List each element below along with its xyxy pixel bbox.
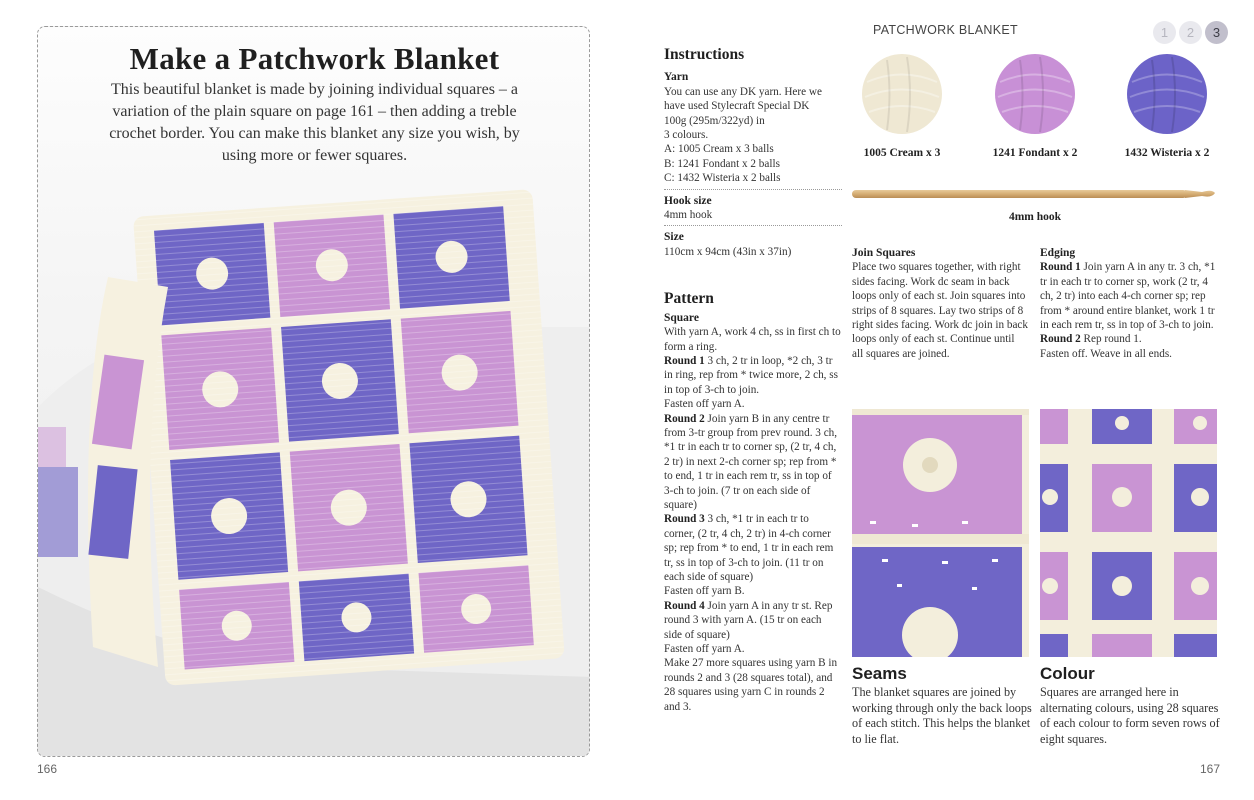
round-1: [664, 354, 842, 397]
round-1-text: 3 ch, 2 tr in loop, *2 ch, 3 tr in ring, rep from * twice more, 2 ch, ss in top of 3-ch to join.: [664, 354, 838, 396]
edging-round-2-text: Rep round 1.: [1080, 333, 1142, 346]
round-4: [664, 599, 842, 642]
colour-illustration: [1040, 409, 1217, 657]
yarn-heading: Yarn: [664, 71, 689, 84]
page-number-right: 167: [1200, 762, 1221, 776]
edging-round-2-label: Round 2: [1040, 333, 1081, 346]
hook-size-block: [664, 194, 842, 227]
colour-photo: [1040, 409, 1217, 657]
round-3-text: 3 ch, *1 tr in each tr to corner, (2 tr, 4 ch, 2 tr) in 4-ch corner sp; rep from * to end, 1 tr in each rem tr, ss in top of 3-ch to join. (11 tr on each side of square): [664, 513, 834, 583]
join-squares-column: [852, 246, 1028, 361]
step-indicator: [1153, 21, 1228, 44]
hook-size-text: 4mm hook: [664, 209, 713, 222]
edging-round-1-label: Round 1: [1040, 261, 1081, 274]
edging-heading: Edging: [1040, 247, 1076, 259]
yarn-line: have used Stylecraft Special DK: [664, 100, 810, 113]
seams-photo: [852, 409, 1029, 657]
yarn-ball-cream-icon: [857, 52, 947, 136]
seams-title: Seams: [852, 664, 907, 683]
yarn-caption-fondant: 1241 Fondant x 2: [992, 147, 1078, 159]
colour-text: Squares are arranged here in alternating colours, using 28 squares of each colour to form seven rows of eight squares.: [1040, 685, 1220, 746]
step-2: 2: [1179, 21, 1202, 44]
yarn-line: C: 1432 Wisteria x 2 balls: [664, 172, 781, 185]
hook-caption: 4mm hook: [1008, 211, 1062, 223]
yarn-line: You can use any DK yarn. Here we: [664, 85, 822, 98]
square-heading: Square: [664, 311, 699, 324]
round-4-label: Round 4: [664, 599, 705, 612]
join-squares-heading: Join Squares: [852, 247, 916, 259]
yarn-line: 3 colours.: [664, 129, 709, 142]
round-3: [664, 512, 842, 584]
round-1-fasten: Fasten off yarn A.: [664, 398, 745, 411]
yarn-ball-fondant: [990, 52, 1080, 159]
pattern-heading: Pattern: [664, 290, 714, 308]
yarn-line: B: 1241 Fondant x 2 balls: [664, 157, 780, 170]
round-3-fasten: Fasten off yarn B.: [664, 585, 745, 598]
make-more-text: Make 27 more squares using yarn B in rounds 2 and 3 (28 squares total), and 28 squares using yarn C in rounds 2 and 3.: [664, 657, 838, 713]
yarn-ball-wisteria-icon: [1122, 52, 1212, 136]
edging-round-2: [1040, 332, 1220, 346]
page-title: Make a Patchwork Blanket: [129, 41, 500, 76]
round-1-label: Round 1: [664, 354, 705, 367]
blanket-photo: [37, 26, 590, 757]
round-4-fasten: Fasten off yarn A.: [664, 643, 745, 656]
round-2-text: Join yarn B in any centre tr from 3-tr group from prev round. 3 ch, *1 tr in each tr to corner sp, (2 tr, 4 ch, 2 tr) in next 2-ch corner sp; rep from * to end, 1 tr in each rem tr, ss in top of 3-ch to join. (7 tr on each side of square): [664, 412, 838, 511]
yarn-caption-cream: 1005 Cream x 3: [863, 147, 941, 159]
round-2-label: Round 2: [664, 412, 705, 425]
round-3-label: Round 3: [664, 513, 705, 526]
step-1: 1: [1153, 21, 1176, 44]
yarn-ball-wisteria: [1122, 52, 1212, 159]
size-text: 110cm x 94cm (43in x 37in): [664, 245, 792, 258]
yarn-line: 100g (295m/322yd) in: [664, 114, 765, 127]
yarn-ball-cream: [857, 52, 947, 159]
page-number-left: 166: [37, 762, 58, 776]
size-heading: Size: [664, 231, 684, 244]
yarn-line: A: 1005 Cream x 3 balls: [664, 143, 774, 156]
instructions-heading: Instructions: [664, 46, 745, 63]
colour-title: Colour: [1040, 664, 1095, 683]
crochet-hook-icon: [850, 180, 1220, 208]
edging-round-1-text: Join yarn A in any tr. 3 ch, *1 tr in each tr to corner sp, work (2 tr, 4 ch, 2 tr) into each 4-ch corner sp; rep from * around entire blanket, work 1 tr in each rem tr, ss in top of 3-ch to join.: [1040, 261, 1216, 332]
running-head: PATCHWORK BLANKET: [873, 23, 1018, 37]
hook-size-heading: Hook size: [664, 194, 712, 207]
instructions-column: [664, 48, 842, 714]
yarn-ball-fondant-icon: [990, 52, 1080, 136]
edging-fasten: Fasten off. Weave in all ends.: [1040, 347, 1172, 360]
yarn-caption-wisteria: 1432 Wisteria x 2: [1124, 147, 1210, 159]
yarn-block: [664, 70, 842, 189]
seams-text: The blanket squares are joined by working through only the back loops of each stitch. This helps the blanket to lie flat.: [852, 685, 1032, 746]
round-2: [664, 412, 842, 513]
edging-column: [1040, 246, 1220, 361]
join-squares-text: Place two squares together, with right sides facing. Work dc seam in back loops only of each st. Join squares into strips of 8 squares. Lay two strips of 8 right sides facing. Work dc join in back loops only of each st. Continue until all squares are joined.: [852, 261, 1028, 360]
intro-text: This beautiful blanket is made by joining individual squares – a variation of the plain square on page 161 – then adding a treble crochet border. You can make this blanket any size you wish, by using more or fewer squares.: [109, 81, 520, 164]
step-3-active: 3: [1205, 21, 1228, 44]
size-block: [664, 230, 842, 262]
edging-round-1: [1040, 260, 1220, 332]
round-4-text: Join yarn A in any tr st. Rep round 3 with yarn A. (15 tr on each side of square): [664, 599, 833, 641]
square-text: With yarn A, work 4 ch, ss in first ch to form a ring.: [664, 326, 841, 353]
seams-illustration: [852, 409, 1029, 657]
